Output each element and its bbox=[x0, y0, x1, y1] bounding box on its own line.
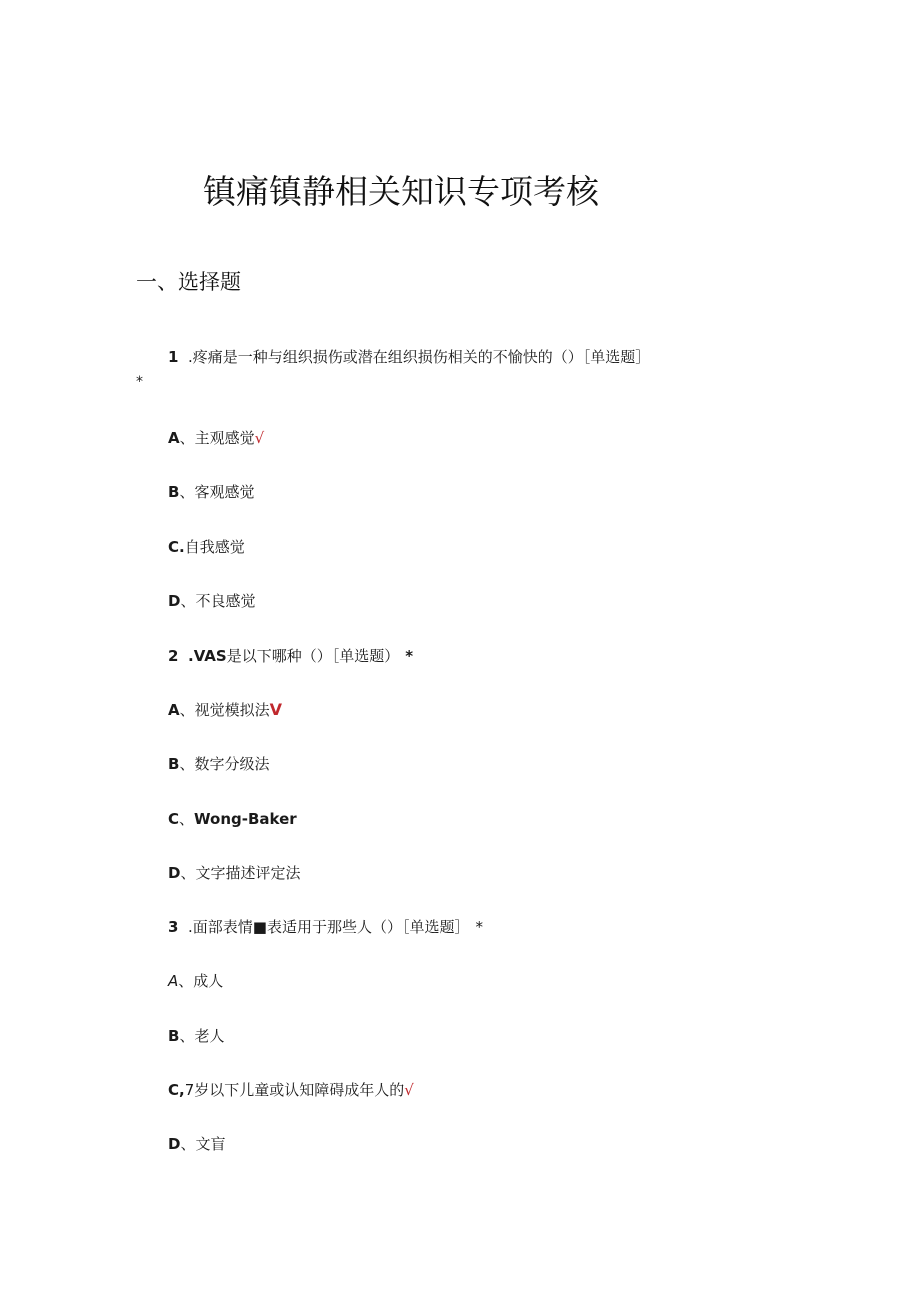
question-number: 1 bbox=[168, 348, 179, 366]
option-text: 自我感觉 bbox=[184, 538, 245, 556]
option-separator: 、 bbox=[178, 972, 194, 990]
option-text: 数字分级法 bbox=[194, 755, 270, 773]
question-1 bbox=[168, 346, 650, 367]
option-letter: B bbox=[168, 755, 180, 773]
option-1d bbox=[168, 590, 255, 611]
option-text: 客观感觉 bbox=[194, 483, 255, 501]
question-3 bbox=[168, 916, 483, 937]
correct-check-icon: V bbox=[269, 700, 283, 719]
option-letter: D bbox=[168, 1135, 181, 1153]
option-3d bbox=[168, 1133, 225, 1154]
option-separator: . bbox=[179, 538, 185, 556]
question-number: 2 bbox=[168, 647, 179, 665]
question-text: 是以下哪种（）［单选题） bbox=[226, 647, 400, 665]
option-separator: 、 bbox=[179, 701, 195, 719]
option-letter: D bbox=[168, 864, 181, 882]
option-1c bbox=[168, 536, 245, 557]
option-text: 文盲 bbox=[195, 1135, 226, 1153]
option-text: Wong-Baker bbox=[194, 810, 297, 828]
option-separator: , bbox=[179, 1081, 185, 1099]
option-letter: A bbox=[168, 429, 180, 447]
option-separator: 、 bbox=[179, 429, 195, 447]
option-letter: A bbox=[168, 972, 179, 990]
required-star: * bbox=[475, 918, 483, 936]
required-star: * bbox=[136, 374, 143, 390]
option-text: 主观感觉 bbox=[194, 429, 255, 447]
option-3c bbox=[168, 1079, 414, 1100]
option-2d bbox=[168, 862, 300, 883]
option-separator: 、 bbox=[180, 1135, 196, 1153]
question-text-prefix: .VAS bbox=[188, 647, 227, 665]
option-text: 不良感觉 bbox=[195, 592, 256, 610]
option-text: 7岁以下儿童或认知障碍成年人的 bbox=[184, 1081, 405, 1099]
option-1a bbox=[168, 427, 264, 448]
option-separator: 、 bbox=[179, 483, 195, 501]
option-separator: 、 bbox=[180, 864, 196, 882]
option-letter: B bbox=[168, 1027, 180, 1045]
option-letter: C bbox=[168, 1081, 180, 1099]
option-2b bbox=[168, 753, 269, 774]
option-1b bbox=[168, 481, 254, 502]
question-text: .面部表情■表适用于那些人（）［单选题］ bbox=[188, 918, 470, 936]
option-separator: 、 bbox=[179, 810, 195, 828]
option-letter: B bbox=[168, 483, 180, 501]
section-heading: 一、选择题 bbox=[136, 270, 241, 294]
correct-check-icon: √ bbox=[254, 429, 265, 447]
option-separator: 、 bbox=[180, 592, 196, 610]
option-2c bbox=[168, 808, 297, 829]
correct-check-icon: √ bbox=[404, 1081, 414, 1099]
option-letter: A bbox=[168, 701, 180, 719]
option-2a bbox=[168, 699, 282, 720]
question-number: 3 bbox=[168, 918, 179, 936]
document-title: 镇痛镇静相关知识专项考核 bbox=[203, 172, 599, 211]
option-letter: C bbox=[168, 538, 180, 556]
option-text: 文字描述评定法 bbox=[195, 864, 301, 882]
option-text: 老人 bbox=[194, 1027, 225, 1045]
option-3b bbox=[168, 1025, 224, 1046]
option-3a bbox=[168, 970, 223, 991]
question-text: .疼痛是一种与组织损伤或潜在组织损伤相关的不愉快的（）［单选题］ bbox=[188, 348, 651, 366]
option-separator: 、 bbox=[179, 1027, 195, 1045]
question-2 bbox=[168, 645, 413, 666]
option-letter: D bbox=[168, 592, 181, 610]
required-star: * bbox=[405, 647, 414, 665]
option-letter: C bbox=[168, 810, 180, 828]
option-separator: 、 bbox=[179, 755, 195, 773]
option-text: 成人 bbox=[193, 972, 224, 990]
option-text: 视觉模拟法 bbox=[194, 701, 270, 719]
